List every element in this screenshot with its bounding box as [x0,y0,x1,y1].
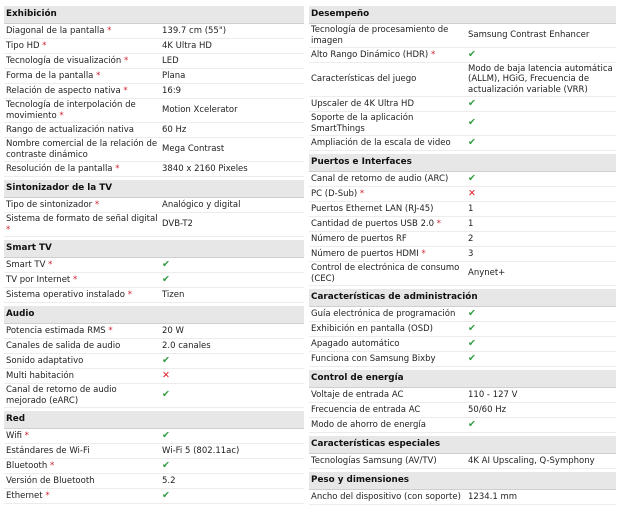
spec-label-text: Alto Rango Dinámico (HDR) [311,49,429,60]
section-header-red: Red [4,411,304,429]
spec-row-resolucion-de-la-pantalla [4,162,304,177]
check-icon: ✔ [162,273,170,285]
spec-value: 2.0 canales [162,340,211,351]
spec-label-text: Tipo HD [6,40,40,51]
spec-value-cell [466,189,616,200]
spec-label-text: Tecnología de procesamiento de imagen [311,25,449,46]
section-header-audio: Audio [4,306,304,324]
required-asterisk: * [48,259,53,270]
spec-value-cell [466,234,616,245]
check-icon: ✔ [468,97,476,109]
spec-value-cell [466,420,616,431]
spec-label-text: Nombre comercial de la relación de contraste dinámico [6,139,158,160]
spec-label [309,25,466,46]
spec-label [309,204,466,215]
spec-label [309,354,466,365]
spec-label [309,420,466,431]
spec-value: 2 [468,233,474,244]
spec-value: Mega Contrast [162,144,225,155]
spec-row-apagado-automatico [309,337,616,352]
spec-row-tv-por-internet [4,273,304,288]
spec-label [4,200,160,211]
required-asterisk: * [6,224,11,235]
spec-row-wifi [4,429,304,444]
spec-label-text: Resolución de la pantalla [6,163,113,174]
check-icon: ✔ [162,459,170,471]
spec-row-tipo-de-sintonizador [4,198,304,213]
spec-value: 3 [468,248,474,259]
spec-value-cell [160,371,304,382]
spec-value: 60 Hz [162,124,187,135]
spec-label [309,456,466,467]
spec-row-canal-de-retorno-de-audio-arc [309,172,616,187]
spec-value-cell [160,41,304,52]
spec-label-text: Rango de actualización nativa [6,124,134,135]
required-asterisk: * [45,490,50,501]
required-asterisk: * [127,289,132,300]
required-asterisk: * [115,163,120,174]
required-asterisk: * [72,274,78,285]
required-asterisk: * [359,188,365,199]
required-asterisk: * [96,70,101,81]
spec-row-tecnologia-de-procesamiento-de-imagen [309,24,616,48]
spec-label [4,125,160,136]
spec-value: DVB-T2 [162,219,193,230]
spec-row-smart-tv [4,258,304,273]
spec-value-cell [466,324,616,335]
cross-icon: ✕ [162,369,170,381]
spec-value: LED [162,55,179,66]
spec-label-text: Forma de la pantalla [6,70,94,81]
required-asterisk: * [436,218,442,229]
spec-value-cell [466,50,616,61]
check-icon: ✔ [468,117,476,129]
spec-label-text: Wifi [6,430,22,441]
spec-label [309,263,466,284]
required-asterisk: * [123,85,128,96]
spec-label-text: Ethernet [6,490,43,501]
spec-label [309,390,466,401]
spec-label-text: Soporte de la aplicación SmartThings [311,113,414,134]
spec-label [4,100,160,121]
spec-value: Samsung Contrast Enhancer [468,30,590,41]
spec-label-text: Voltaje de entrada AC [311,389,404,400]
spec-row-funciona-con-samsung-bixby [309,352,616,367]
spec-value-cell [466,204,616,215]
spec-label [309,189,466,200]
spec-row-tecnologia-de-visualizacion [4,54,304,69]
spec-label [4,446,160,457]
required-asterisk: * [94,199,100,210]
spec-value-cell [160,26,304,37]
spec-label-text: Apagado automático [311,338,400,349]
spec-row-ethernet [4,489,304,504]
check-icon: ✔ [468,48,476,60]
spec-value-cell [466,268,616,279]
spec-row-control-de-electronica-de-consumo-cec [309,262,616,286]
spec-value-cell [160,105,304,116]
spec-label-text: Upscaler de 4K Ultra HD [311,98,414,109]
spec-value-cell [466,249,616,260]
spec-value-cell [466,492,616,503]
spec-row-tipo-hd [4,39,304,54]
required-asterisk: * [107,25,112,36]
section-header-exhibicion: Exhibición [4,6,304,24]
section-header-sintonizador-de-la-tv: Sintonizador de la TV [4,180,304,198]
spec-label [4,326,160,337]
spec-row-relacion-de-aspecto-nativa [4,84,304,99]
spec-value: 1 [468,203,474,214]
spec-row-multi-habitacion [4,369,304,384]
spec-row-pc-d-sub [309,187,616,202]
spec-label-text: Canal de retorno de audio mejorado (eARC) [6,385,117,406]
required-asterisk: * [108,325,113,336]
cross-icon: ✕ [468,187,476,199]
spec-row-frecuencia-de-entrada-ac [309,403,616,418]
spec-label [4,260,160,271]
spec-value: 110 - 127 V [468,389,518,400]
check-icon: ✔ [468,136,476,148]
spec-value: Motion Xcelerator [162,105,238,116]
spec-label-text: Cantidad de puertos USB 2.0 [311,218,435,229]
spec-label [309,249,466,260]
spec-label [4,41,160,52]
spec-value-cell [466,138,616,149]
check-icon: ✔ [468,172,476,184]
spec-row-numero-de-puertos-hdmi [309,247,616,262]
section-header-smart-tv: Smart TV [4,240,304,258]
spec-row-puertos-ethernet-lan-rj-45 [309,202,616,217]
spec-label [309,174,466,185]
spec-value: 50/60 Hz [468,404,507,415]
spec-value-cell [466,30,616,41]
required-asterisk: * [123,55,129,66]
spec-value: Tizen [162,289,185,300]
spec-label-text: Sistema operativo instalado [6,289,125,300]
spec-label-text: Estándares de Wi-Fi [6,445,90,456]
spec-value-cell [160,200,304,211]
spec-label-text: Modo de ahorro de energía [311,419,426,430]
check-icon: ✔ [468,307,476,319]
spec-row-tecnologia-de-interpolacion-de-movimiento [4,99,304,123]
spec-value-cell [160,326,304,337]
check-icon: ✔ [468,337,476,349]
spec-value: 4K Ultra HD [162,40,212,51]
spec-label [4,139,160,160]
spec-label-text: Potencia estimada RMS [6,325,106,336]
spec-label [309,50,466,61]
spec-label-text: Ampliación de la escala de video [311,137,451,148]
spec-label [309,492,466,503]
spec-value: 20 W [162,325,184,336]
spec-label-text: Bluetooth [6,460,48,471]
spec-value-cell [466,64,616,96]
spec-value: 1 [468,218,474,229]
spec-row-canal-de-retorno-de-audio-mejorado-earc [4,384,304,408]
spec-label [4,341,160,352]
spec-row-upscaler-de-4k-ultra-hd [309,97,616,112]
spec-value-cell [160,219,304,230]
spec-row-caracteristicas-del-juego [309,63,616,97]
spec-label-text: Control de electrónica de consumo (CEC) [311,263,460,284]
spec-label [4,371,160,382]
spec-label-text: Sistema de formato de señal digital [6,214,158,224]
spec-label [4,275,160,286]
spec-row-ampliacion-de-la-escala-de-video [309,136,616,151]
spec-value-cell [466,405,616,416]
spec-label [4,290,160,301]
check-icon: ✔ [162,258,170,270]
spec-row-numero-de-puertos-rf [309,232,616,247]
spec-column-left [4,6,304,504]
spec-row-bluetooth [4,459,304,474]
spec-label-text: Tipo de sintonizador [6,199,93,210]
spec-label [309,74,466,85]
spec-row-sonido-adaptativo [4,354,304,369]
spec-label-text: Diagonal de la pantalla [6,25,105,36]
spec-label-text: Número de puertos RF [311,233,407,244]
spec-label-text: Exhibición en pantalla (OSD) [311,323,433,334]
spec-label [4,431,160,442]
spec-label [4,356,160,367]
spec-row-version-de-bluetooth [4,474,304,489]
spec-label [309,324,466,335]
spec-label-text: Número de puertos HDMI [311,248,419,259]
check-icon: ✔ [162,354,170,366]
spec-value-cell [466,339,616,350]
spec-value: Analógico y digital [162,199,241,210]
spec-row-rango-de-actualizacion-nativa [4,123,304,138]
spec-value-cell [160,125,304,136]
spec-label-text: Características del juego [311,74,417,85]
check-icon: ✔ [162,429,170,441]
spec-label-text: Smart TV [6,259,46,270]
spec-label [309,99,466,110]
spec-row-potencia-estimada-rms [4,324,304,339]
check-icon: ✔ [468,322,476,334]
spec-label [4,491,160,502]
spec-label-text: Guía electrónica de programación [311,308,456,319]
spec-row-forma-de-la-pantalla [4,69,304,84]
spec-value: 4K AI Upscaling, Q-Symphony [468,455,595,466]
required-asterisk: * [430,49,436,60]
spec-row-alto-rango-dinamico-hdr [309,48,616,63]
spec-value-cell [160,446,304,457]
section-header-peso-y-dimensiones: Peso y dimensiones [309,472,616,490]
check-icon: ✔ [468,418,476,430]
spec-value-cell [160,431,304,442]
spec-label-text: PC (D-Sub) [311,188,358,199]
spec-label [4,214,160,235]
spec-value-cell [160,476,304,487]
required-asterisk: * [59,110,64,121]
spec-value: Plana [162,70,186,81]
spec-value: Modo de baja latencia automática (ALLM), HGiG, Frecuencia de actualización variable (VRR) [468,63,613,95]
spec-value-cell [160,491,304,502]
required-asterisk: * [24,430,29,441]
spec-label-text: Relación de aspecto nativa [6,85,121,96]
spec-value-cell [466,354,616,365]
spec-value: 139.7 cm (55") [162,25,227,36]
spec-row-exhibicion-en-pantalla-osd [309,322,616,337]
spec-label-text: Puertos Ethernet LAN (RJ-45) [311,203,434,214]
spec-row-tecnologias-samsung-av-tv [309,454,616,469]
spec-row-canales-de-salida-de-audio [4,339,304,354]
spec-row-ancho-del-dispositivo-con-soporte [309,490,616,505]
spec-label-text: Versión de Bluetooth [6,475,95,486]
spec-label-text: Canal de retorno de audio (ARC) [311,173,449,184]
spec-value-cell [160,56,304,67]
spec-label [4,71,160,82]
section-header-caracteristicas-de-administracion: Características de administración [309,289,616,307]
spec-label-text: TV por Internet [6,274,71,285]
required-asterisk: * [49,460,55,471]
spec-label [4,56,160,67]
spec-label-text: Ancho del dispositivo (con soporte) [311,491,461,502]
spec-label [309,309,466,320]
spec-label-text: Canales de salida de audio [6,340,121,351]
spec-value-cell [160,461,304,472]
spec-label [4,385,160,406]
spec-label [4,476,160,487]
required-asterisk: * [421,248,426,259]
spec-column-right [309,6,616,505]
spec-row-sistema-operativo-instalado [4,288,304,303]
spec-value: Anynet+ [468,268,506,279]
spec-value: 3840 x 2160 Pixeles [162,163,248,174]
check-icon: ✔ [468,352,476,364]
spec-value-cell [160,164,304,175]
spec-value: Wi-Fi 5 (802.11ac) [162,445,240,456]
spec-label [4,164,160,175]
spec-label [4,26,160,37]
spec-value-cell [160,144,304,155]
spec-value-cell [160,290,304,301]
spec-label-text: Frecuencia de entrada AC [311,404,421,415]
spec-label [4,461,160,472]
spec-value-cell [160,356,304,367]
spec-row-soporte-de-la-aplicacion-smartthings [309,112,616,136]
spec-value-cell [466,99,616,110]
check-icon: ✔ [162,489,170,501]
spec-row-diagonal-de-la-pantalla [4,24,304,39]
spec-label [309,138,466,149]
spec-label [309,339,466,350]
spec-row-sistema-de-formato-de-senal-digital [4,213,304,237]
spec-value-cell [160,390,304,401]
required-asterisk: * [42,40,47,51]
spec-value: 1234.1 mm [468,491,518,502]
section-header-caracteristicas-especiales: Características especiales [309,436,616,454]
spec-value-cell [466,309,616,320]
spec-label [309,219,466,230]
spec-value-cell [160,71,304,82]
spec-row-nombre-comercial-de-la-relacion-de-contraste-dinamico [4,138,304,162]
spec-value-cell [160,341,304,352]
section-header-desempeno: Desempeño [309,6,616,24]
spec-value-cell [160,275,304,286]
spec-label-text: Funciona con Samsung Bixby [311,353,436,364]
spec-value-cell [466,118,616,129]
spec-label [309,234,466,245]
spec-label-text: Tecnología de interpolación de movimiento [6,100,136,121]
spec-label-text: Tecnología de visualización [6,55,122,66]
spec-row-voltaje-de-entrada-ac [309,388,616,403]
spec-row-guia-electronica-de-programacion [309,307,616,322]
spec-value-cell [466,219,616,230]
spec-row-cantidad-de-puertos-usb-2-0 [309,217,616,232]
spec-label-text: Tecnologías Samsung (AV/TV) [311,455,437,466]
spec-label [309,405,466,416]
spec-row-estandares-de-wi-fi [4,444,304,459]
spec-value-cell [466,456,616,467]
section-header-puertos-e-interfaces: Puertos e Interfaces [309,154,616,172]
spec-value: 5.2 [162,475,176,486]
spec-value-cell [466,174,616,185]
spec-value-cell [466,390,616,401]
spec-label-text: Multi habitación [6,370,74,381]
spec-row-modo-de-ahorro-de-energia [309,418,616,433]
spec-value-cell [160,86,304,97]
section-header-control-de-energia: Control de energía [309,370,616,388]
spec-label-text: Sonido adaptativo [6,355,84,366]
spec-value: 16:9 [162,85,182,96]
spec-value-cell [160,260,304,271]
spec-label [4,86,160,97]
spec-label [309,113,466,134]
check-icon: ✔ [162,389,170,401]
